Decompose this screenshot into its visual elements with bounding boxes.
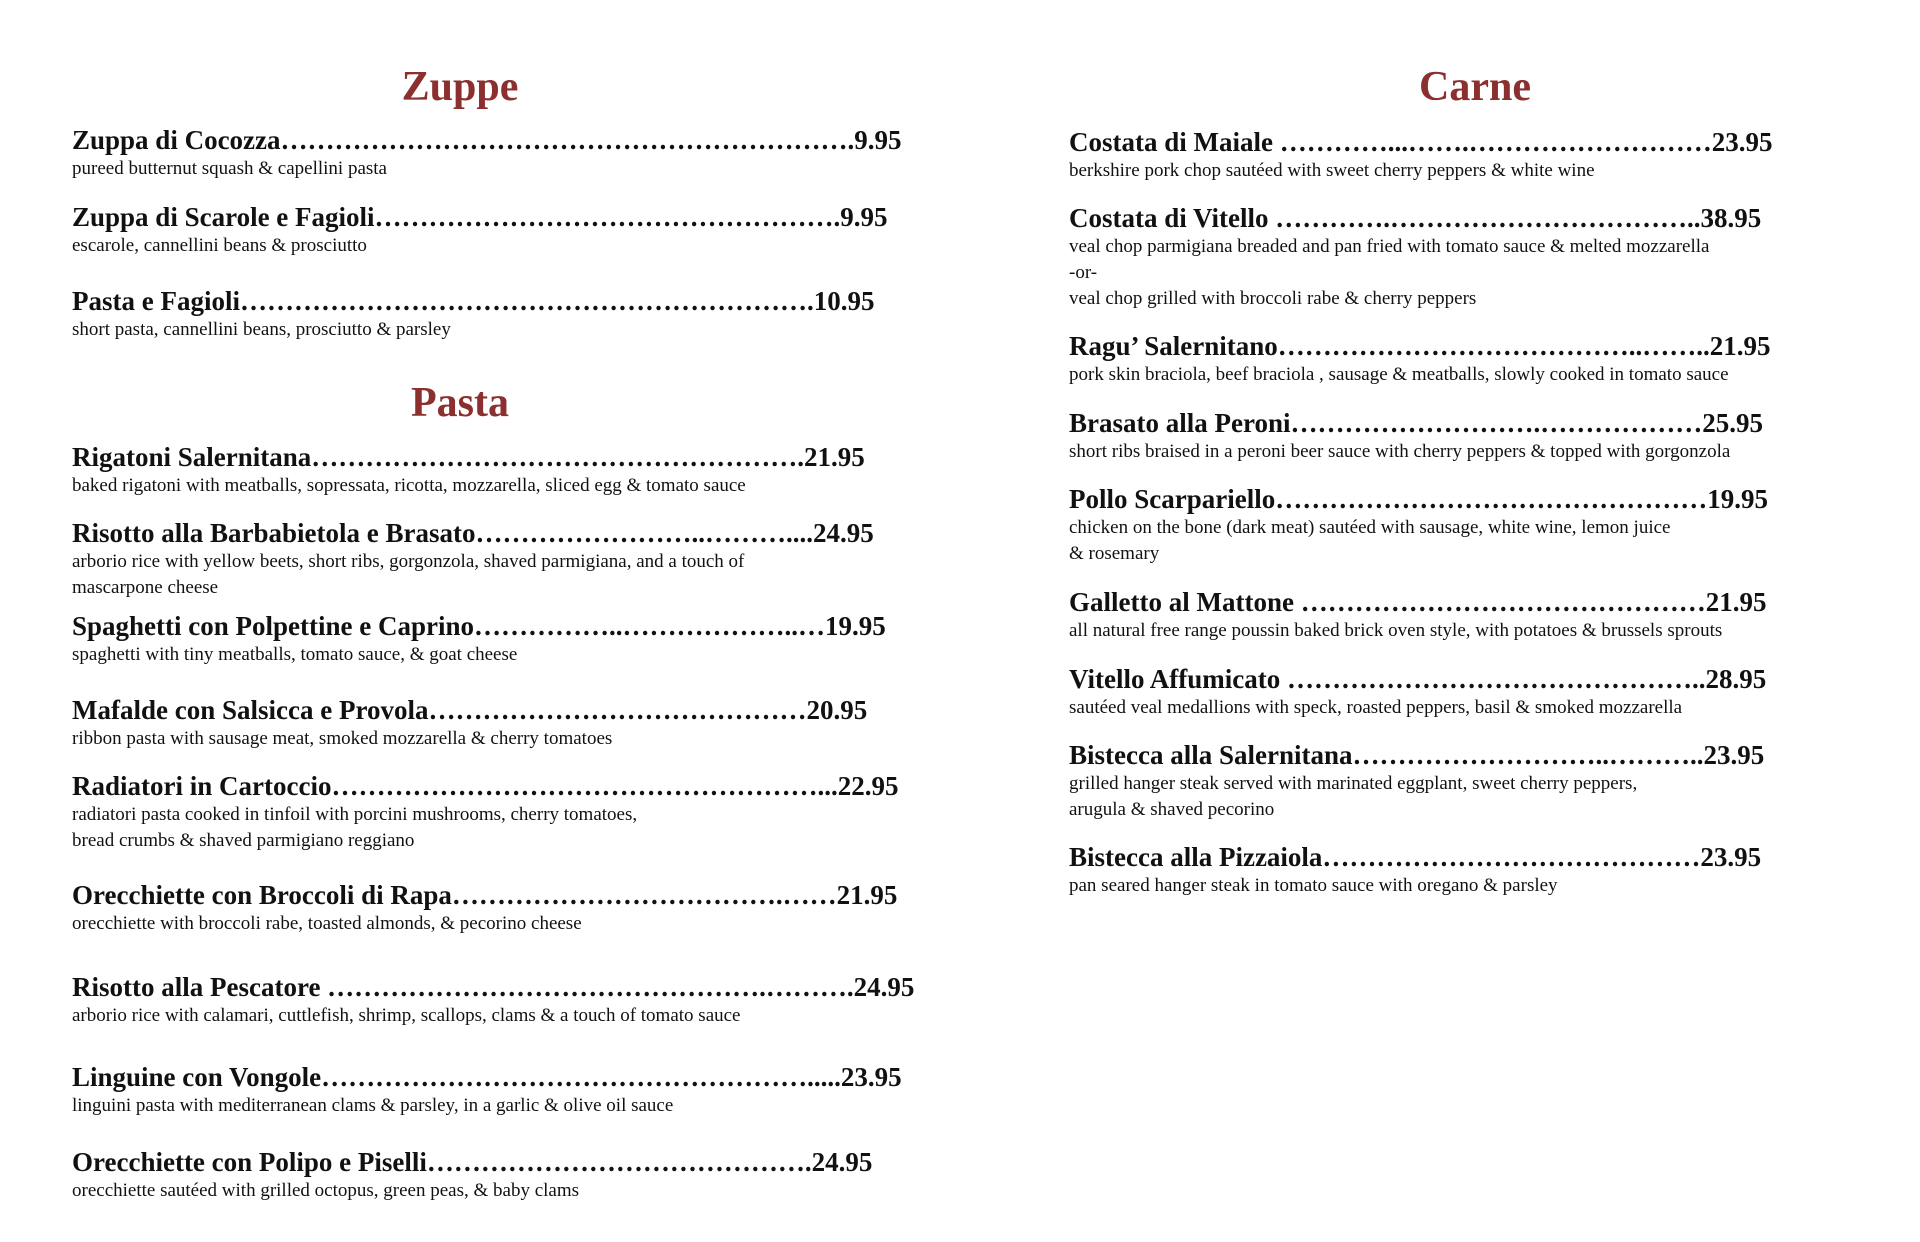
item-name-price: Pasta e Fagioli……………………………………………………….10.95 — [72, 286, 875, 316]
menu-item — [72, 443, 865, 499]
menu-item — [1069, 588, 1766, 644]
item-description: mascarpone cheese — [72, 576, 219, 598]
item-name-price: Orecchiette con Broccoli di Rapa……………………………….……21.95 — [72, 880, 898, 910]
item-description: chicken on the bone (dark meat) sautéed with sausage, white wine, lemon juice — [1069, 517, 1671, 539]
item-name-price: Mafalde con Salsicca e Provola……………………………………20.95 — [72, 695, 868, 725]
item-description: orecchiette with broccoli rabe, toasted almonds, & pecorino cheese — [72, 913, 582, 935]
item-description: baked rigatoni with meatballs, sopressata, ricotta, mozzarella, sliced egg & tomato sauce — [72, 475, 746, 497]
item-description: short pasta, cannellini beans, prosciutto & parsley — [72, 319, 451, 341]
item-name-price: Brasato alla Peroni……………………….………………25.95 — [1069, 408, 1763, 438]
section-title-zuppe: Zuppe — [401, 64, 519, 110]
item-description: radiatori pasta cooked in tinfoil with porcini mushrooms, cherry tomatoes, — [72, 804, 638, 826]
menu-item — [1069, 741, 1764, 823]
menu-item — [72, 126, 902, 182]
menu-item — [72, 772, 898, 854]
item-name-price: Radiatori in Cartoccio………………………………………………...22.95 — [72, 771, 899, 801]
item-name-price: Orecchiette con Polipo e Piselli…………………………………….24.95 — [72, 1147, 873, 1177]
menu-item — [72, 203, 888, 259]
item-name-price: Risotto alla Barbabietola e Brasato……………………..………....24.95 — [72, 518, 874, 548]
menu-item — [72, 1063, 902, 1119]
item-description: linguini pasta with mediterranean clams & parsley, in a garlic & olive oil sauce — [72, 1095, 674, 1117]
item-name-price: Rigatoni Salernitana……………………………………………….21.95 — [72, 442, 865, 472]
item-description: veal chop parmigiana breaded and pan fried with tomato sauce & melted mozzarella — [1069, 236, 1710, 258]
item-name-price: Pollo Scarpariello…………………………………………19.95 — [1069, 484, 1768, 514]
section-title-carne: Carne — [1419, 64, 1531, 110]
item-name-price: Vitello Affumicato ………………………………………..28.95 — [1069, 664, 1767, 694]
item-description: ribbon pasta with sausage meat, smoked mozzarella & cherry tomatoes — [72, 728, 613, 750]
item-name-price: Zuppa di Scarole e Fagioli…………………………………………….9.95 — [72, 202, 888, 232]
item-name-price: Zuppa di Cocozza……………………………………………………….9.95 — [72, 125, 902, 155]
menu-item — [1069, 128, 1772, 184]
item-name-price: Spaghetti con Polpettine e Caprino……………..………………..…19.95 — [72, 611, 886, 641]
item-description: -or- — [1069, 261, 1098, 283]
item-description: grilled hanger steak served with marinated eggplant, sweet cherry peppers, — [1069, 773, 1638, 795]
item-description: berkshire pork chop sautéed with sweet cherry peppers & white wine — [1069, 160, 1595, 182]
item-description: & rosemary — [1069, 542, 1160, 564]
item-name-price: Risotto alla Pescatore ………………………………………….……….24.95 — [72, 972, 915, 1002]
menu-item — [72, 612, 886, 668]
item-description: spaghetti with tiny meatballs, tomato sauce, & goat cheese — [72, 644, 518, 666]
menu-item — [1069, 409, 1763, 465]
item-name-price: Costata di Maiale …………...…….………………………23.95 — [1069, 127, 1773, 157]
item-name-price: Linguine con Vongole……………………………………………….....23.95 — [72, 1062, 902, 1092]
item-description: arborio rice with calamari, cuttlefish, shrimp, scallops, clams & a touch of tomato sauce — [72, 1005, 741, 1027]
item-name-price: Bistecca alla Pizzaiola……………………………………23.95 — [1069, 842, 1762, 872]
menu-item — [1069, 665, 1766, 721]
item-description: bread crumbs & shaved parmigiano reggiano — [72, 829, 415, 851]
item-description: escarole, cannellini beans & prosciutto — [72, 235, 367, 257]
item-description: pan seared hanger steak in tomato sauce with oregano & parsley — [1069, 875, 1558, 897]
item-description: all natural free range poussin baked brick oven style, with potatoes & brussels sprouts — [1069, 620, 1723, 642]
menu-item — [1069, 332, 1771, 388]
menu-item — [72, 1148, 872, 1204]
menu-item — [72, 519, 874, 601]
menu-item — [72, 287, 874, 343]
menu-item — [1069, 485, 1768, 567]
section-title-pasta: Pasta — [411, 380, 509, 426]
item-description: veal chop grilled with broccoli rabe & cherry peppers — [1069, 287, 1477, 309]
item-description: arugula & shaved pecorino — [1069, 798, 1275, 820]
item-description: sautéed veal medallions with speck, roasted peppers, basil & smoked mozzarella — [1069, 697, 1683, 719]
item-name-price: Bistecca alla Salernitana………………………..………..23.95 — [1069, 740, 1765, 770]
item-name-price: Ragu’ Salernitano…………………………………..……..21.95 — [1069, 331, 1771, 361]
menu-item — [72, 881, 897, 937]
item-description: arborio rice with yellow beets, short ribs, gorgonzola, shaved parmigiana, and a touch of — [72, 551, 745, 573]
menu-item — [72, 696, 867, 752]
item-description: pork skin braciola, beef braciola , sausage & meatballs, slowly cooked in tomato sauce — [1069, 364, 1729, 386]
menu-item — [72, 973, 914, 1029]
menu-item — [1069, 843, 1761, 899]
item-description: orecchiette sautéed with grilled octopus, green peas, & baby clams — [72, 1180, 580, 1202]
item-description: pureed butternut squash & capellini pasta — [72, 158, 387, 180]
menu-item — [1069, 204, 1761, 311]
item-name-price: Costata di Vitello ………….……………………………..38.95 — [1069, 203, 1762, 233]
item-description: short ribs braised in a peroni beer sauce with cherry peppers & topped with gorgonzola — [1069, 441, 1731, 463]
item-name-price: Galletto al Mattone ………………………………………21.95 — [1069, 587, 1767, 617]
